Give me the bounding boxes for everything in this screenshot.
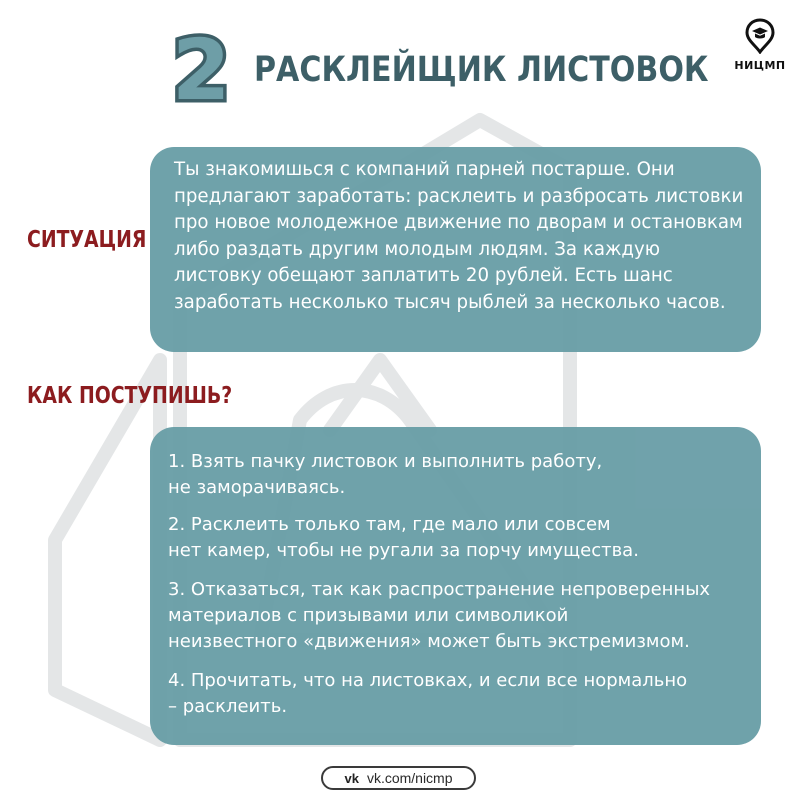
options-card: [150, 427, 761, 745]
situation-card: [150, 147, 761, 352]
step-number: 2: [172, 21, 229, 119]
situation-label: СИТУАЦИЯ: [27, 227, 147, 253]
question-label: КАК ПОСТУПИШЬ?: [27, 383, 233, 409]
situation-text: Ты знакомишься с компаний парней постарше. Они предлагают заработать: расклеить и разбросать листовки про новое молодежное движение по дворам и остановкам либо раздать другим молодым людям. За каждую листовку обещают заплатить 20 рублей. Есть шанс заработать несколько тысяч рыблей за несколько часов.: [174, 159, 744, 313]
option-2[interactable]: 2. Расклеить только там, где мало или совсем нет камер, чтобы не ругали за порчу имущества.: [168, 514, 639, 561]
logo-label: НИЦМП: [734, 59, 786, 72]
vk-icon: vk: [344, 770, 359, 786]
option-3[interactable]: 3. Отказаться, так как распространение непроверенных материалов с призывами или символикой неизвестного «движения» может быть экстремизмом.: [168, 579, 711, 652]
vk-link[interactable]: [321, 766, 476, 790]
vk-link-text: vk.com/nicmp: [366, 770, 453, 786]
header: [172, 21, 783, 119]
option-1[interactable]: 1. Взять пачку листовок и выполнить работу, не заморачиваясь.: [168, 451, 603, 498]
option-4[interactable]: 4. Прочитать, что на листовках, и если все нормально – расклеить.: [168, 670, 688, 717]
page-title: РАСКЛЕЙЩИК ЛИСТОВОК: [254, 50, 709, 90]
graduation-cap-pin-icon: [745, 18, 775, 54]
logo: [720, 18, 800, 72]
